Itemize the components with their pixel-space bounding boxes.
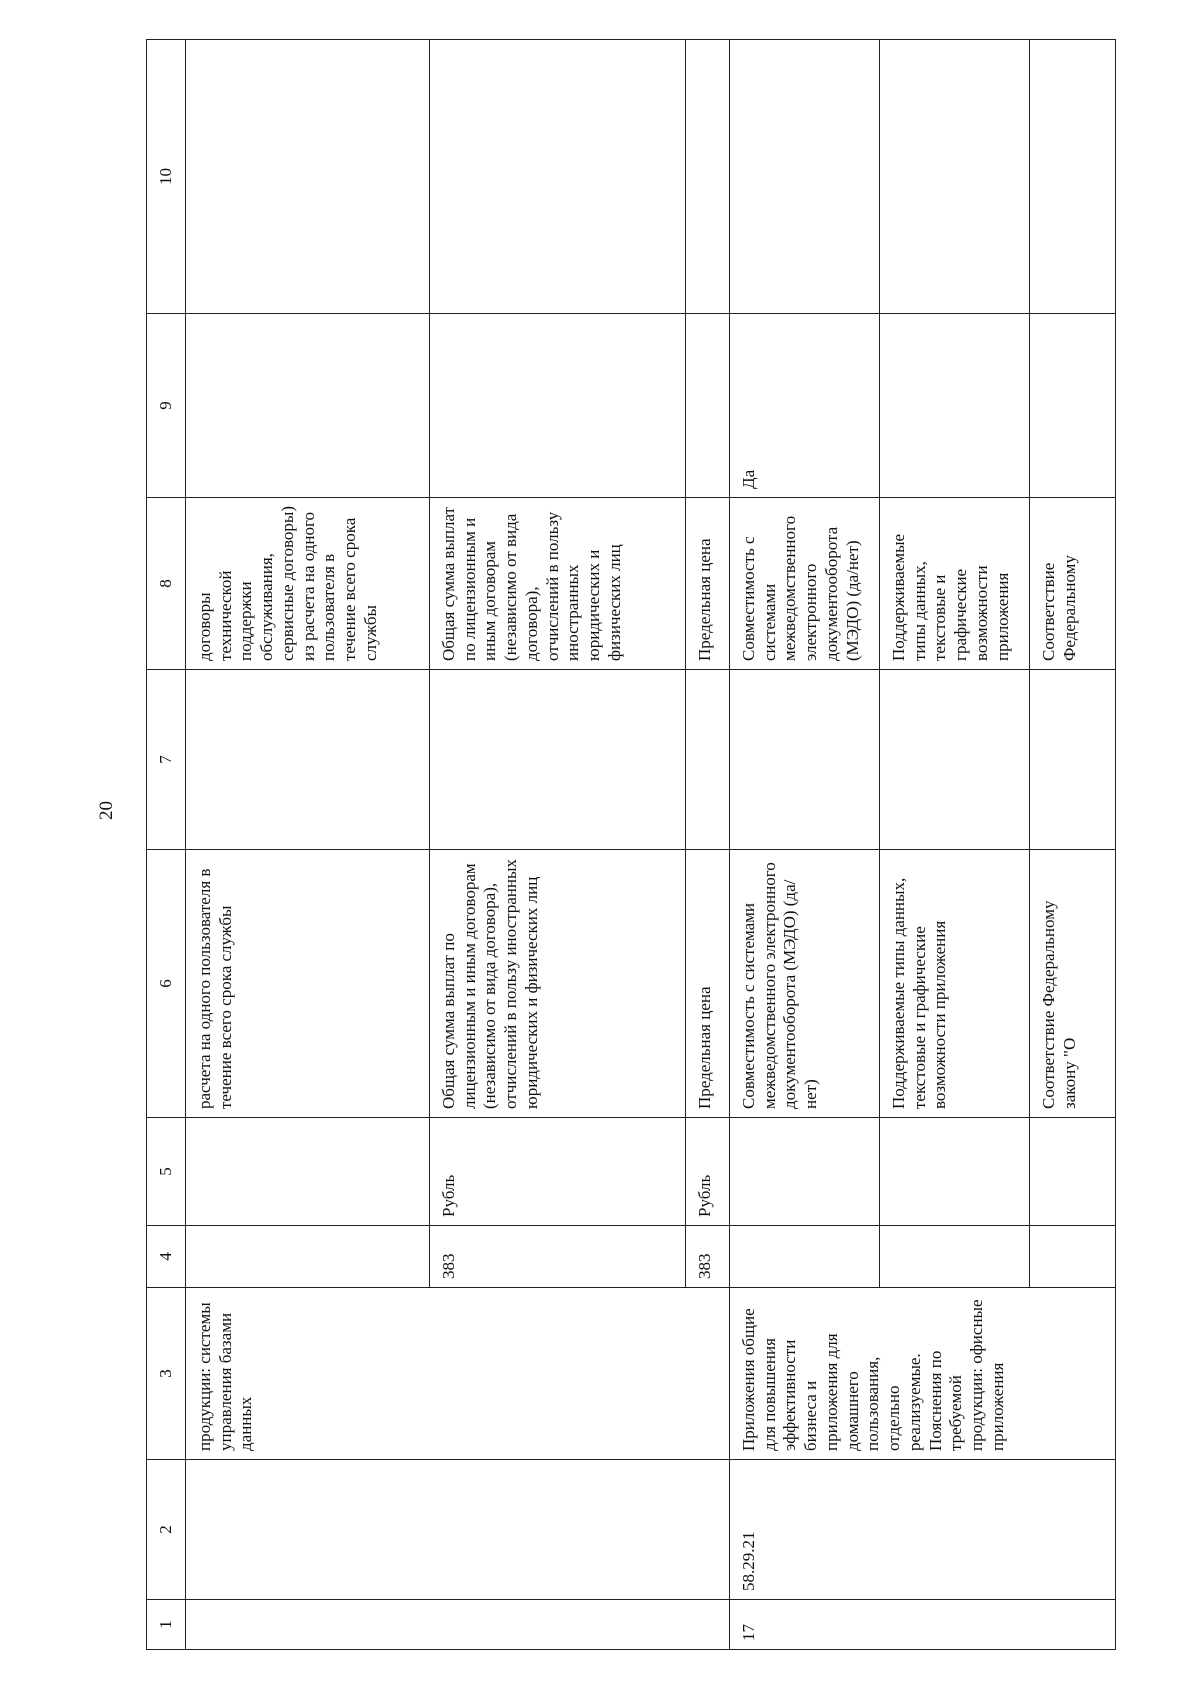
characteristic-cell: Предельная цена	[686, 498, 730, 670]
table-cell	[880, 40, 1030, 314]
page-number: 20	[96, 801, 117, 820]
column-number: 2	[147, 1460, 186, 1600]
table-row	[186, 40, 430, 1650]
column-number: 4	[147, 1226, 186, 1288]
table-cell	[880, 314, 1030, 498]
table-cell	[880, 1118, 1030, 1226]
product-description-cell: продукции: системы управления базами данных	[186, 1288, 730, 1460]
table-cell	[1030, 40, 1116, 314]
okpd-code-cell: 58.29.21	[730, 1460, 1116, 1600]
table-cell	[186, 1118, 430, 1226]
table-cell	[1030, 670, 1116, 850]
table-cell	[880, 670, 1030, 850]
table-cell	[686, 40, 730, 314]
table-cell	[730, 1118, 880, 1226]
characteristic-cell: Совместимость с системами межведомственного электронного документооборота (МЭДО) (да/нет)	[730, 850, 880, 1118]
table-cell	[730, 1226, 880, 1288]
table-cell	[1030, 314, 1116, 498]
item-number-cell: 17	[730, 1600, 1116, 1650]
characteristic-cell: Поддерживаемые типы данных, текстовые и графические возможности приложения	[880, 850, 1030, 1118]
characteristic-cell: договоры технической поддержки обслуживания, сервисные договоры) из расчета на одного пользователя в течение всего срока службы	[186, 498, 430, 670]
column-number: 6	[147, 850, 186, 1118]
table-cell	[686, 670, 730, 850]
table-cell	[186, 314, 430, 498]
table-cell	[186, 670, 430, 850]
column-number: 10	[147, 40, 186, 314]
table-cell	[186, 40, 430, 314]
table-cell	[430, 314, 686, 498]
table-cell	[430, 670, 686, 850]
characteristic-value-cell: Да	[730, 314, 880, 498]
column-number: 1	[147, 1600, 186, 1650]
table-cell	[686, 314, 730, 498]
table-cell	[186, 1600, 730, 1650]
table-cell	[186, 1460, 730, 1600]
column-number: 3	[147, 1288, 186, 1460]
column-number: 9	[147, 314, 186, 498]
table-cell	[730, 670, 880, 850]
column-number-row	[147, 40, 186, 1650]
characteristic-cell: Соответствие Федеральному закону "О	[1030, 850, 1116, 1118]
characteristic-cell: Соответствие Федеральному	[1030, 498, 1116, 670]
requirements-table	[146, 39, 1116, 1650]
characteristic-cell: Общая сумма выплат по лицензионным и иным договорам (независимо от вида договора), отчислений в пользу иностранных юридических и физических лиц	[430, 498, 686, 670]
table-cell	[730, 40, 880, 314]
column-number: 5	[147, 1118, 186, 1226]
unit-code-cell: 383	[430, 1226, 686, 1288]
table-cell	[1030, 1118, 1116, 1226]
characteristic-cell: Предельная цена	[686, 850, 730, 1118]
table-row	[730, 40, 880, 1650]
column-number: 8	[147, 498, 186, 670]
characteristic-cell: Поддерживаемые типы данных, текстовые и графические возможности приложения	[880, 498, 1030, 670]
table-cell	[186, 1226, 430, 1288]
characteristic-cell: Совместимость с системами межведомственного электронного документооборота (МЭДО) (да/нет)	[730, 498, 880, 670]
product-description-cell: Приложения общие для повышения эффективности бизнеса и приложения для домашнего пользования, отдельно реализуемые. Пояснения по требуемой продукции: офисные приложения	[730, 1288, 1116, 1460]
table-cell	[430, 40, 686, 314]
unit-code-cell: 383	[686, 1226, 730, 1288]
characteristic-cell: Общая сумма выплат по лицензионным и иным договорам (независимо от вида договора), отчислений в пользу иностранных юридических и физических лиц	[430, 850, 686, 1118]
characteristic-cell: расчета на одного пользователя в течение всего срока службы	[186, 850, 430, 1118]
table-cell	[1030, 1226, 1116, 1288]
unit-name-cell: Рубль	[686, 1118, 730, 1226]
unit-name-cell: Рубль	[430, 1118, 686, 1226]
document-table-rotated	[146, 40, 1106, 1650]
table-cell	[880, 1226, 1030, 1288]
column-number: 7	[147, 670, 186, 850]
